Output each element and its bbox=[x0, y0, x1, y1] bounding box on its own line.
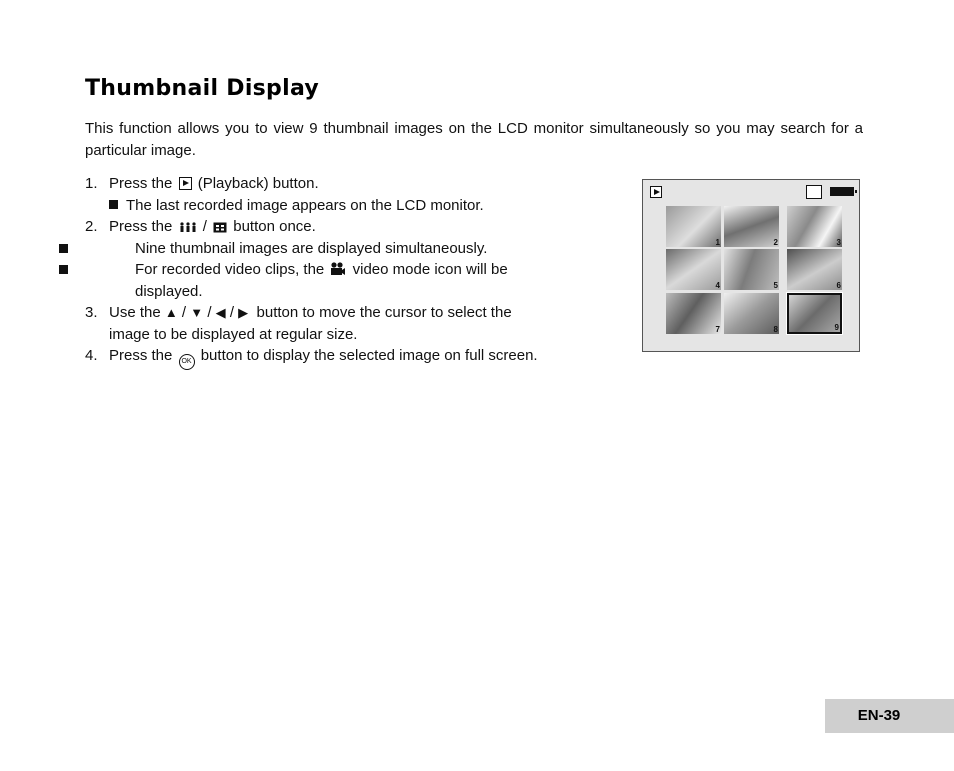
page-number: EN-39 bbox=[857, 707, 901, 724]
step-2: 2. Press the / button once. bbox=[85, 218, 316, 235]
up-arrow-icon: ▲ bbox=[164, 305, 178, 320]
step-2-note-1: Nine thumbnail images are displayed simultaneously. bbox=[85, 238, 605, 260]
playback-icon bbox=[179, 177, 192, 190]
thumbnail-number: 5 bbox=[773, 281, 778, 290]
thumbnail-number: 9 bbox=[834, 323, 839, 332]
thumbnail-image bbox=[724, 206, 779, 247]
memory-card-icon bbox=[806, 185, 822, 199]
thumbnail-image bbox=[666, 249, 721, 290]
thumbnail-number: 1 bbox=[715, 238, 720, 247]
thumbnail-number: 7 bbox=[715, 325, 720, 334]
step-1-note: The last recorded image appears on the LCD monitor. bbox=[85, 195, 605, 217]
steps-list bbox=[85, 173, 605, 370]
page-number-box bbox=[825, 699, 954, 733]
down-arrow-icon: ▼ bbox=[190, 305, 204, 320]
ok-button-icon: OK bbox=[179, 354, 195, 370]
thumbnail-image bbox=[787, 206, 842, 247]
step-3-continued: image to be displayed at regular size. bbox=[109, 325, 358, 343]
thumbnail-number: 8 bbox=[773, 325, 778, 334]
thumbnail-number: 2 bbox=[773, 238, 778, 247]
step-4: 4. Press the OK button to display the selected image on full screen. bbox=[85, 345, 605, 370]
thumbnail-image bbox=[724, 249, 779, 290]
battery-icon bbox=[830, 187, 854, 196]
thumbnail-zoom-icon bbox=[179, 222, 197, 233]
step-1: 1. Press the (Playback) button. bbox=[85, 175, 319, 192]
right-arrow-icon: ▶ bbox=[238, 305, 249, 320]
thumbnail-number: 6 bbox=[836, 281, 841, 290]
thumbnail-image bbox=[666, 293, 721, 334]
thumbnail-image bbox=[787, 249, 842, 290]
bullet-icon bbox=[109, 200, 118, 209]
lcd-thumbnail-preview bbox=[642, 179, 860, 352]
step-2-note-2: For recorded video clips, the video mode icon will be bbox=[85, 259, 605, 281]
thumbnail-number: 4 bbox=[715, 281, 720, 290]
grid-icon bbox=[213, 222, 227, 233]
page-title: Thumbnail Display bbox=[85, 76, 320, 101]
step-3: 3. Use the ▲ / ▼ / ◀ / ▶ button to move the cursor to select the bbox=[85, 304, 512, 321]
thumbnail-image bbox=[787, 293, 842, 334]
lcd-playback-icon bbox=[650, 186, 662, 198]
bullet-icon bbox=[59, 265, 68, 274]
thumbnail-number: 3 bbox=[836, 238, 841, 247]
left-arrow-icon: ◀ bbox=[215, 305, 226, 320]
video-mode-icon bbox=[330, 262, 346, 276]
thumbnail-image bbox=[666, 206, 721, 247]
intro-paragraph: This function allows you to view 9 thumbnail images on the LCD monitor simultaneously so you may search for a particular image. bbox=[85, 120, 863, 159]
bullet-icon bbox=[59, 244, 68, 253]
thumbnail-image bbox=[724, 293, 779, 334]
step-2-note-2-continued: displayed. bbox=[135, 282, 203, 300]
